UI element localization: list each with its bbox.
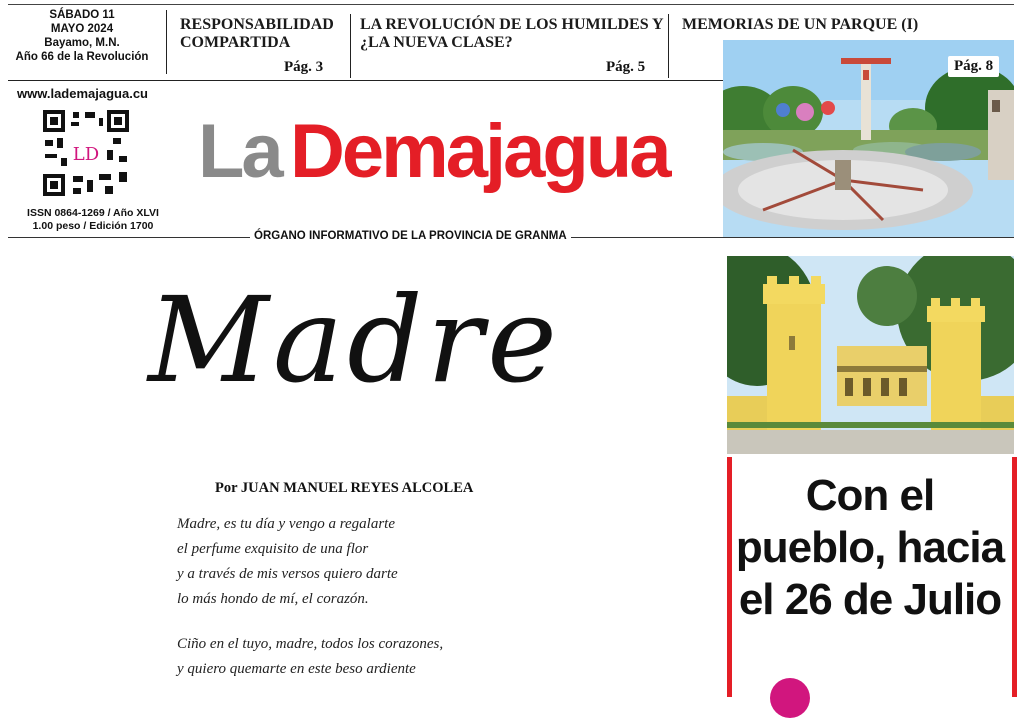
fort-illustration <box>727 256 1014 454</box>
header-rule <box>8 80 723 81</box>
qr-logo: LD <box>72 144 100 165</box>
teaser-title: LA REVOLUCIÓN DE LOS HUMILDES Y ¿LA NUEVA CLASE? <box>360 16 663 51</box>
price-edition-line: 1.00 peso / Edición 1700 <box>32 220 154 232</box>
organ-subtitle: ÓRGANO INFORMATIVO DE LA PROVINCIA DE GRANMA <box>250 230 571 242</box>
verse-line: Ciño en el tuyo, madre, todos los corazones, <box>177 636 444 652</box>
teaser-page[interactable]: Pág. 8 <box>948 56 999 77</box>
verse-line: el perfume exquisito de una flor <box>177 541 369 557</box>
divider <box>668 14 669 78</box>
teaser-memorias[interactable] <box>682 16 1012 34</box>
qr-code[interactable] <box>43 110 129 196</box>
divider <box>350 14 351 78</box>
divider <box>166 10 167 74</box>
verse-line: lo más hondo de mí, el corazón. <box>177 591 369 607</box>
teaser-revolucion[interactable] <box>360 16 665 52</box>
teaser-responsabilidad[interactable] <box>180 16 345 52</box>
issn-block <box>8 207 178 233</box>
verse-line: y a través de mis versos quiero darte <box>177 566 398 582</box>
article-title: Madre <box>148 271 561 409</box>
date-block <box>8 8 156 64</box>
qr-code-icon <box>43 110 129 196</box>
fort-photo[interactable] <box>727 256 1014 454</box>
masthead-name: Demajagua <box>290 109 669 194</box>
teaser-title: RESPONSABILIDAD COMPARTIDA <box>180 16 334 51</box>
verse-line: y quiero quemarte en este beso ardiente <box>177 661 416 677</box>
stanza-1 <box>177 512 398 612</box>
byline: Por JUAN MANUEL REYES ALCOLEA <box>215 480 474 496</box>
top-rule <box>8 4 1014 5</box>
city: Bayamo, M.N. <box>44 37 120 49</box>
verse-line: Madre, es tu día y vengo a regalarte <box>177 516 396 532</box>
teaser-page[interactable]: Pág. 5 <box>606 59 646 75</box>
teaser-page[interactable]: Pág. 3 <box>284 59 324 75</box>
stanza-2 <box>177 632 443 682</box>
teaser-title: MEMORIAS DE UN PARQUE (I) <box>682 16 919 33</box>
website-link[interactable]: www.lademajagua.cu <box>17 86 149 101</box>
issn-line: ISSN 0864-1269 / Año XLVI <box>27 207 159 219</box>
masthead-la: La <box>198 109 281 194</box>
month-year: MAYO 2024 <box>50 23 114 35</box>
sidebar-headline[interactable]: Con el pueblo, hacia el 26 de Julio <box>735 471 1005 624</box>
decorative-circle <box>770 678 810 718</box>
weekday-day: SÁBADO 11 <box>49 9 115 21</box>
revolution-year: Año 66 de la Revolución <box>15 51 149 63</box>
